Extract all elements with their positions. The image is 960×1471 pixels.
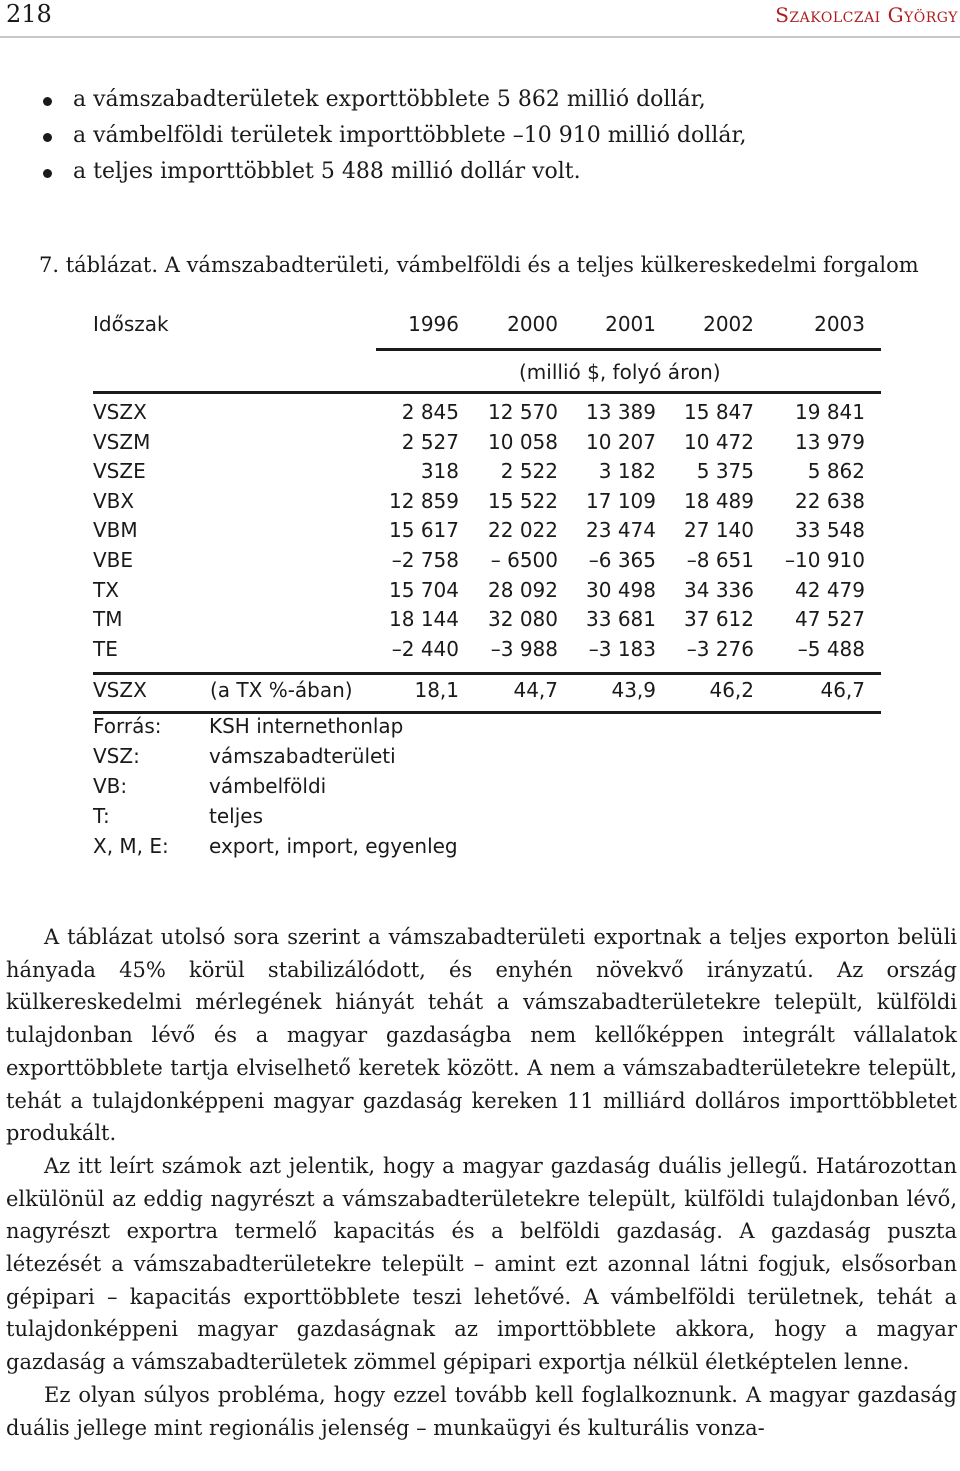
year-header: 2002 xyxy=(703,312,754,336)
table-header-row xyxy=(93,312,881,342)
table-cell: 18 489 xyxy=(684,488,754,513)
bullet-item xyxy=(40,82,747,118)
table-cell: 5 375 xyxy=(696,459,754,484)
header-rule xyxy=(376,348,881,351)
table-cell: – 6500 xyxy=(490,548,558,572)
bullet-item xyxy=(40,118,747,154)
table-cell: 22 638 xyxy=(795,488,865,513)
table-cell: 44,7 xyxy=(513,678,558,702)
table-row xyxy=(93,489,881,519)
table-cell: 3 182 xyxy=(598,459,656,484)
body-text xyxy=(6,921,957,1444)
table-cell: 2 527 xyxy=(401,429,459,454)
table-cell: 33 681 xyxy=(586,607,656,632)
legend-key: T: xyxy=(93,804,110,828)
table-cell: 42 479 xyxy=(795,577,865,602)
legend-value: teljes xyxy=(209,804,263,828)
table-caption: 7. táblázat. A vámszabadterületi, vámbelföldi és a teljes külkereskedelmi forgalom xyxy=(39,253,919,277)
table-cell: 19 841 xyxy=(795,400,865,424)
year-header: 2001 xyxy=(605,312,656,336)
table-cell: 10 058 xyxy=(488,429,558,454)
bullet-item xyxy=(40,154,747,190)
row-sublabel: (a TX %-ában) xyxy=(210,678,353,702)
row-label: TE xyxy=(93,636,118,661)
page-header xyxy=(0,0,960,30)
row-label: VSZM xyxy=(93,429,151,454)
table-cell: 13 979 xyxy=(795,429,865,454)
year-header: 2000 xyxy=(507,312,558,336)
legend-key: VSZ: xyxy=(93,744,140,768)
row-label: VSZX xyxy=(93,678,147,702)
table-cell: 15 704 xyxy=(389,577,459,602)
table-cell: –3 276 xyxy=(686,636,754,661)
row-label: TM xyxy=(93,607,123,632)
table-cell: 12 859 xyxy=(389,488,459,513)
bullet-icon xyxy=(43,97,52,106)
year-header: 1996 xyxy=(408,312,459,336)
table-cell: 2 845 xyxy=(401,400,459,424)
table-cell: 33 548 xyxy=(795,518,865,543)
paragraph: Ez olyan súlyos probléma, hogy ezzel tovább kell foglalkoznunk. A magyar gazdaság duális jellege mint regionális jelenség – munkaügyi és kulturális vonza- xyxy=(6,1382,957,1440)
table-cell: –2 758 xyxy=(391,548,459,572)
bullet-icon xyxy=(43,169,52,178)
table-cell: 12 570 xyxy=(488,400,558,424)
table-cell: –10 910 xyxy=(785,548,865,572)
row-label: TX xyxy=(93,577,119,602)
share-row xyxy=(93,678,881,708)
table-cell: –3 988 xyxy=(490,636,558,661)
table-cell: 13 389 xyxy=(586,400,656,424)
running-head: Szakolczai György xyxy=(775,3,958,27)
row-label: VSZE xyxy=(93,459,146,484)
table-cell: 32 080 xyxy=(488,607,558,632)
units-label: (millió $, folyó áron) xyxy=(519,360,721,384)
section-rule xyxy=(93,672,881,675)
table-cell: 18,1 xyxy=(414,678,459,702)
bullet-text: a vámbelföldi területek importtöbblete –10 910 millió dollár, xyxy=(73,123,747,148)
period-label: Időszak xyxy=(93,312,169,336)
legend-key: VB: xyxy=(93,774,128,798)
table-row xyxy=(93,518,881,548)
page-number: 218 xyxy=(6,0,52,28)
table-cell: 15 522 xyxy=(488,488,558,513)
table-cell: 318 xyxy=(420,459,459,484)
table-cell: 23 474 xyxy=(586,518,656,543)
table-cell: 15 847 xyxy=(684,400,754,424)
row-label: VSZX xyxy=(93,400,147,424)
table-cell: –6 365 xyxy=(588,548,656,572)
table-cell: 22 022 xyxy=(488,518,558,543)
table-row xyxy=(93,548,881,578)
row-label: VBM xyxy=(93,518,138,543)
table-cell: 43,9 xyxy=(611,678,656,702)
table-cell: 28 092 xyxy=(488,577,558,602)
bullet-icon xyxy=(43,133,52,142)
table-cell: 18 144 xyxy=(389,607,459,632)
table-cell: 47 527 xyxy=(795,607,865,632)
table-cell: 34 336 xyxy=(684,577,754,602)
paragraph: Az itt leírt számok azt jelentik, hogy a magyar gazdaság duális jellegű. Határozottan elkülönül az eddig nagyrészt a vámszabadterületekre települt, külföldi tulajdonban lévő, nagyrészt exportra termelő kapacitás és a belföldi gazdaság. A gazdaság puszta létezését a vámszabadterületekre települt – amint ezt azonnal látni fogjuk, elsősorban gépipari – kapacitás exporttöbblete teszi lehetővé. A vámbelföldi területnek, tehát a tulajdonképpeni magyar gazdaságnak az importtöbblete akkora, hogy a magyar gazdaság a vámszabadterületek zömmel gépipari exportja nélkül életképtelen lenne. xyxy=(6,1153,957,1375)
table-cell: 46,2 xyxy=(709,678,754,702)
legend-key: Forrás: xyxy=(93,714,162,738)
table-row xyxy=(93,459,881,489)
table-cell: 46,7 xyxy=(820,678,865,702)
table-cell: 30 498 xyxy=(586,577,656,602)
legend-value: vámszabadterületi xyxy=(209,744,396,768)
legend-value: export, import, egyenleg xyxy=(209,834,458,858)
table-cell: 15 617 xyxy=(389,518,459,543)
row-label: VBE xyxy=(93,548,134,572)
paragraph: A táblázat utolsó sora szerint a vámszabadterületi exportnak a teljes exporton belüli hányada 45% körül stabilizálódott, és enyhén növekvő irányzatú. Az ország külkereskedelmi mérlegének hiányát tehát a vámszabadterületekre települt, külföldi tulajdonban lévő és a magyar gazdaságba nem kellőképpen integrált vállalatok exporttöbblete tartja elviselhető keretek között. A nem a vámszabadterületekre települt, tehát a tulajdonképpeni magyar gazdaság kereken 11 milliárd dolláros importtöbbletet produkált. xyxy=(6,925,957,1146)
table-cell: –5 488 xyxy=(797,636,865,661)
bullet-list xyxy=(40,82,747,190)
year-header: 2003 xyxy=(814,312,865,336)
bullet-text: a vámszabadterületek exporttöbblete 5 862 millió dollár, xyxy=(73,87,706,112)
table-cell: 10 207 xyxy=(586,429,656,454)
table-row xyxy=(93,578,881,608)
table-cell: 27 140 xyxy=(684,518,754,543)
table-row xyxy=(93,607,881,637)
table-row xyxy=(93,637,881,667)
table-cell: –2 440 xyxy=(391,636,459,661)
header-rule xyxy=(0,36,960,38)
legend-key: X, M, E: xyxy=(93,834,169,858)
table-cell: 17 109 xyxy=(586,488,656,513)
table-cell: 2 522 xyxy=(500,459,558,484)
bullet-text: a teljes importtöbblet 5 488 millió dollár volt. xyxy=(73,159,581,184)
legend-value: KSH internethonlap xyxy=(209,714,404,738)
table-cell: 10 472 xyxy=(684,429,754,454)
section-rule xyxy=(93,391,881,394)
table-cell: –8 651 xyxy=(686,548,754,572)
table-cell: –3 183 xyxy=(588,636,656,661)
table-row xyxy=(93,430,881,460)
table-row xyxy=(93,400,881,430)
row-label: VBX xyxy=(93,488,135,513)
table-cell: 5 862 xyxy=(807,459,865,484)
legend-value: vámbelföldi xyxy=(209,774,327,798)
table-cell: 37 612 xyxy=(684,607,754,632)
